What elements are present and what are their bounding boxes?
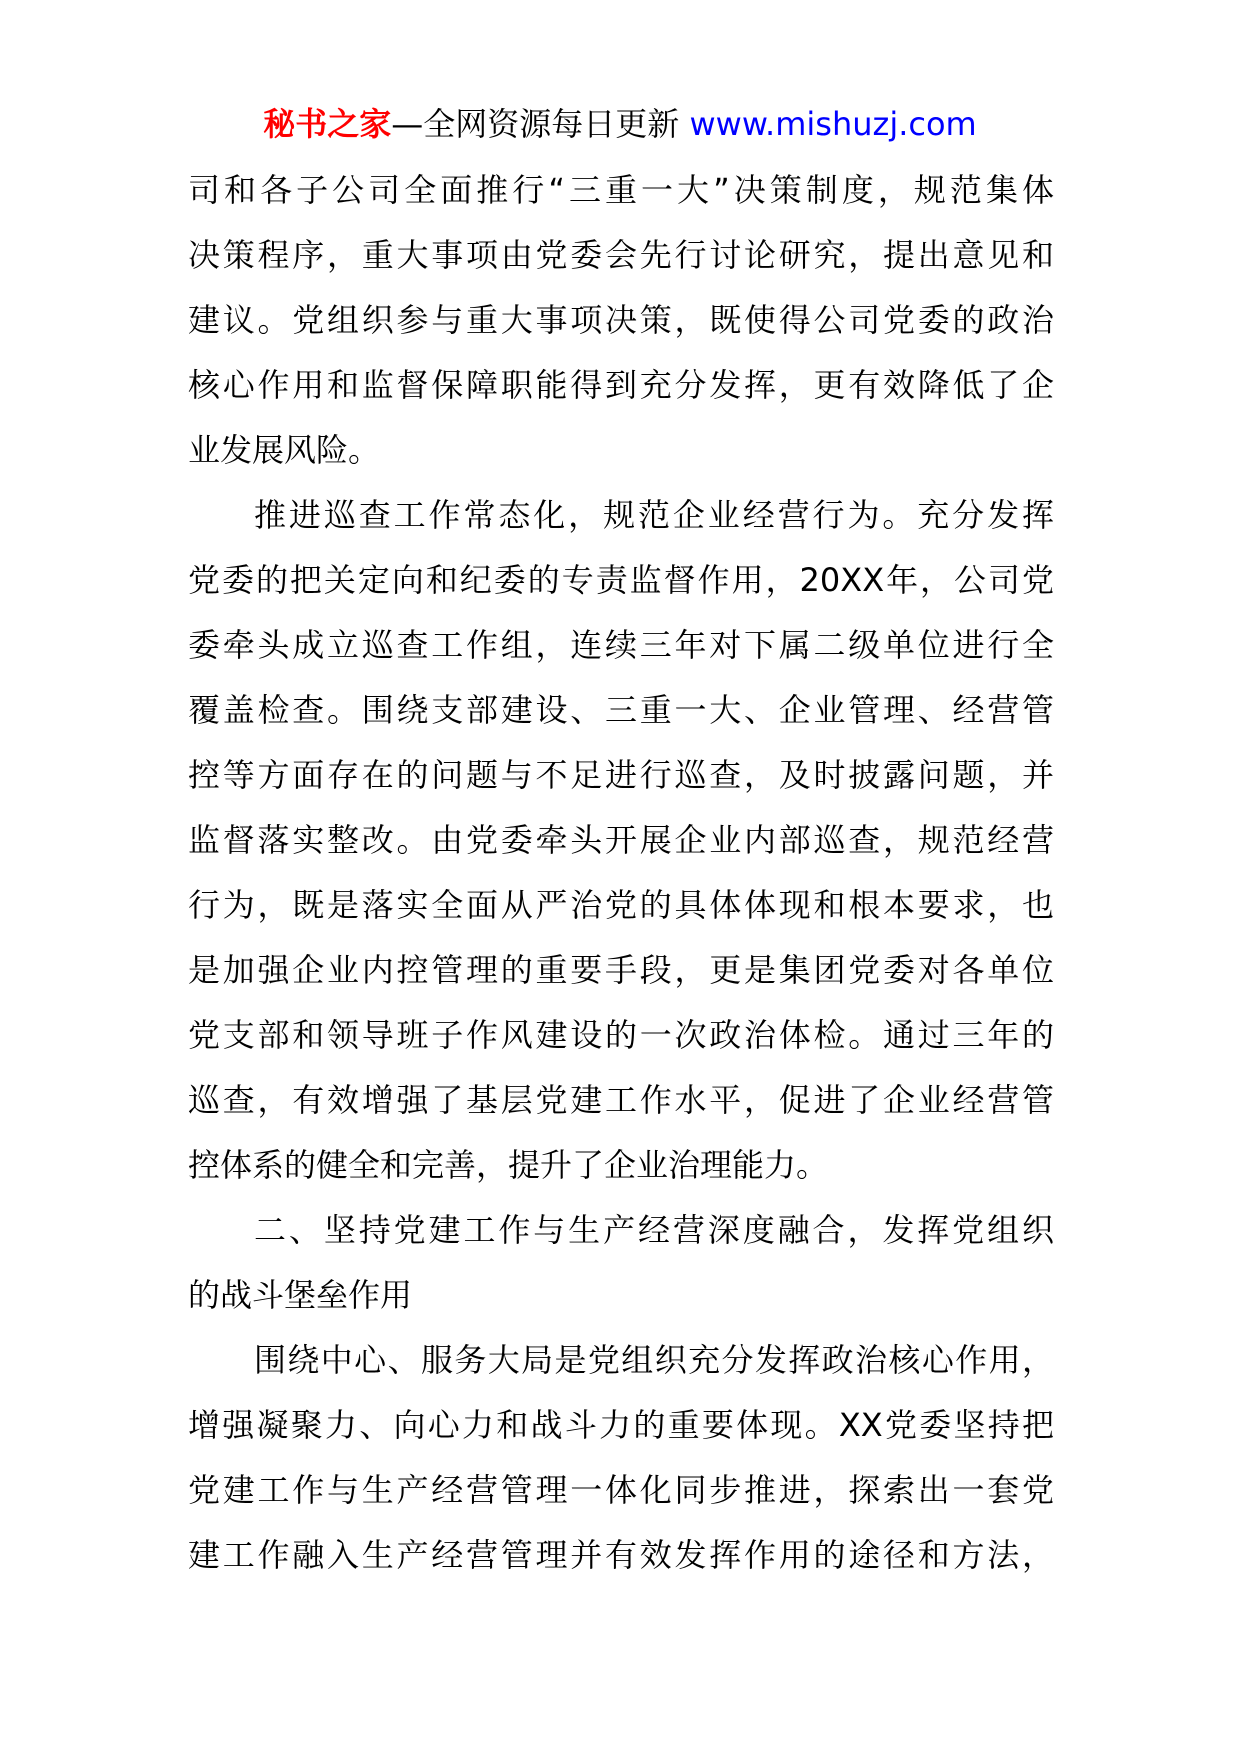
text-line: 党建工作与生产经营管理一体化同步推进，探索出一套党 bbox=[188, 1471, 1054, 1509]
text-line: 覆盖检查。围绕支部建设、三重一大、企业管理、经营管 bbox=[188, 691, 1054, 729]
site-brand: 秘书之家 bbox=[263, 105, 392, 143]
text-line: 监督落实整改。由党委牵头开展企业内部巡查，规范经营 bbox=[188, 821, 1054, 859]
text-line: 巡查，有效增强了基层党建工作水平，促进了企业经营管 bbox=[188, 1081, 1054, 1119]
text-line: 推进巡查工作常态化，规范企业经营行为。充分发挥 bbox=[254, 496, 1054, 534]
site-tagline: —全网资源每日更新 bbox=[391, 105, 690, 143]
text-line: 建议。党组织参与重大事项决策，既使得公司党委的政治 bbox=[188, 301, 1054, 339]
text-line: 控体系的健全和完善，提升了企业治理能力。 bbox=[188, 1146, 829, 1184]
document-body bbox=[188, 158, 1054, 1588]
text-line: 党支部和领导班子作风建设的一次政治体检。通过三年的 bbox=[188, 1016, 1054, 1054]
site-url-link[interactable]: www.mishuzj.com bbox=[689, 105, 977, 143]
text-line: 党委的把关定向和纪委的专责监督作用，20XX年，公司党 bbox=[188, 561, 1054, 599]
text-line: 建工作融入生产经营管理并有效发挥作用的途径和方法， bbox=[188, 1536, 1054, 1574]
text-line: 业发展风险。 bbox=[188, 431, 381, 469]
site-header bbox=[0, 100, 1240, 148]
text-line: 决策程序，重大事项由党委会先行讨论研究，提出意见和 bbox=[188, 236, 1054, 274]
text-line: 围绕中心、服务大局是党组织充分发挥政治核心作用， bbox=[254, 1341, 1054, 1379]
text-line: 控等方面存在的问题与不足进行巡查，及时披露问题，并 bbox=[188, 756, 1054, 794]
text-line: 的战斗堡垒作用 bbox=[188, 1276, 413, 1314]
text-line: 是加强企业内控管理的重要手段，更是集团党委对各单位 bbox=[188, 951, 1054, 989]
text-line: 增强凝聚力、向心力和战斗力的重要体现。XX党委坚持把 bbox=[188, 1406, 1054, 1444]
text-line: 二、坚持党建工作与生产经营深度融合，发挥党组织 bbox=[254, 1211, 1054, 1249]
text-line: 行为，既是落实全面从严治党的具体体现和根本要求，也 bbox=[188, 886, 1054, 924]
text-line: 司和各子公司全面推行“三重一大”决策制度，规范集体 bbox=[188, 171, 1054, 209]
text-line: 核心作用和监督保障职能得到充分发挥，更有效降低了企 bbox=[188, 366, 1054, 404]
text-line: 委牵头成立巡查工作组，连续三年对下属二级单位进行全 bbox=[188, 626, 1054, 664]
